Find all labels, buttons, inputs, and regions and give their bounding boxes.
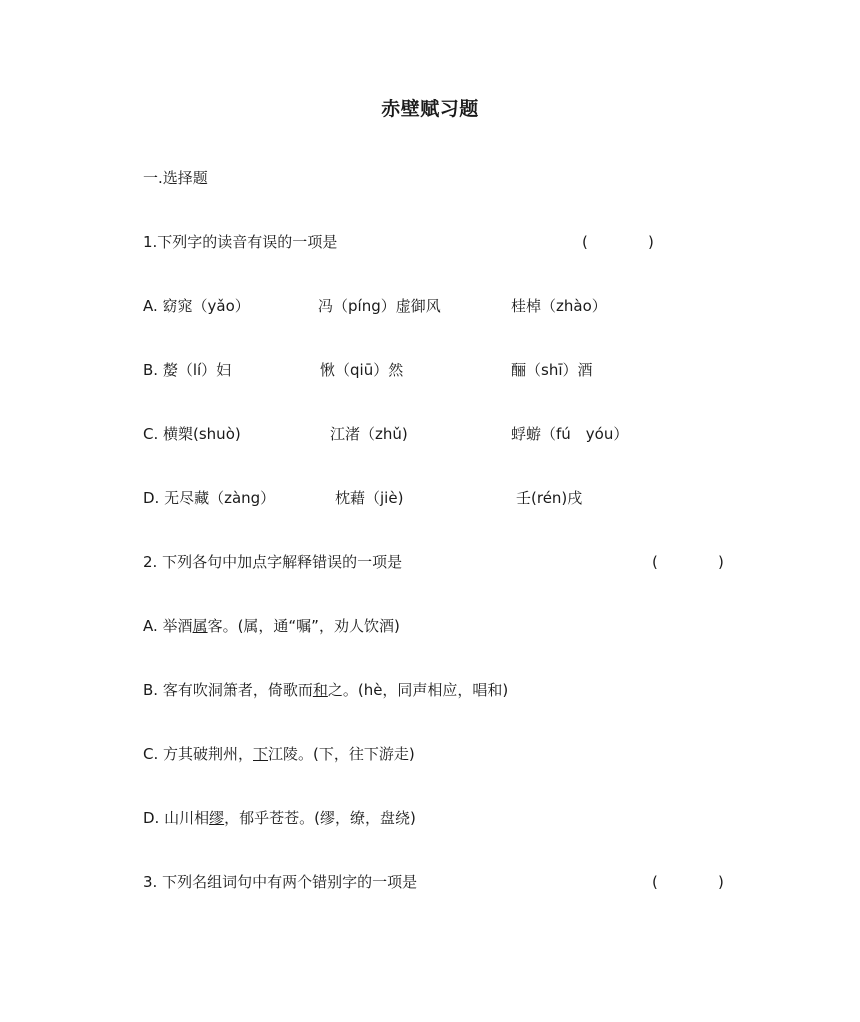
document-title: 赤壁赋习题 xyxy=(381,98,479,120)
q1-d-item-3: 壬(rén)戌 xyxy=(516,489,583,507)
q1-a-item-3: 桂棹（zhào） xyxy=(511,297,607,315)
q3-answer-close: ) xyxy=(718,873,724,891)
q2-c-marked-char: 下 xyxy=(253,745,269,763)
q1-a-item-2: 冯（píng）虚御风 xyxy=(318,297,441,315)
q2-d-pre: D. 山川相 xyxy=(143,809,210,827)
q2-answer-open: ( xyxy=(652,553,658,571)
q2-d-post: ，郁乎苍苍。(缪，缭，盘绕) xyxy=(224,809,416,827)
q1-d-item-1: D. 无尽藏（zàng） xyxy=(143,489,276,507)
q2-answer-close: ) xyxy=(718,553,724,571)
q3-answer-open: ( xyxy=(652,873,658,891)
q2-b-marked-char: 和 xyxy=(312,681,328,699)
q3-stem: 3. 下列名组词句中有两个错别字的一项是 xyxy=(143,873,418,891)
q1-c-item-3: 蜉蝣（fú yóu） xyxy=(511,425,629,443)
q1-b-item-2: 愀（qiū）然 xyxy=(320,361,404,379)
q1-a-item-1: A. 窈窕（yǎo） xyxy=(143,297,250,315)
section-heading: 一.选择题 xyxy=(143,169,208,187)
q1-stem: 1.下列字的读音有误的一项是 xyxy=(143,233,338,251)
q1-c-item-1: C. 横槊(shuò) xyxy=(143,425,241,443)
q2-option-b xyxy=(143,679,508,701)
q1-c-item-2: 江渚（zhǔ) xyxy=(330,425,408,443)
q2-option-c xyxy=(143,743,415,765)
q1-answer-open: ( xyxy=(582,233,588,251)
q1-answer-close: ) xyxy=(648,233,654,251)
q2-b-post: 之。(hè，同声相应，唱和) xyxy=(327,681,509,699)
q2-c-post: 江陵。(下，往下游走) xyxy=(268,745,415,763)
q2-a-marked-char: 属 xyxy=(192,617,208,635)
q2-d-marked-char: 缪 xyxy=(209,809,225,827)
q2-option-d xyxy=(143,807,416,829)
q1-b-item-3: 酾（shī）酒 xyxy=(511,361,593,379)
q2-a-pre: A. 举酒 xyxy=(143,617,193,635)
q2-b-pre: B. 客有吹洞箫者，倚歌而 xyxy=(143,681,313,699)
q2-c-pre: C. 方其破荆州， xyxy=(143,745,254,763)
q1-b-item-1: B. 嫠（lí）妇 xyxy=(143,361,232,379)
q2-option-a xyxy=(143,615,400,637)
q2-a-post: 客。(属，通“嘱”，劝人饮酒) xyxy=(207,617,400,635)
q2-stem: 2. 下列各句中加点字解释错误的一项是 xyxy=(143,553,403,571)
q1-d-item-2: 枕藉（jiè) xyxy=(335,489,404,507)
